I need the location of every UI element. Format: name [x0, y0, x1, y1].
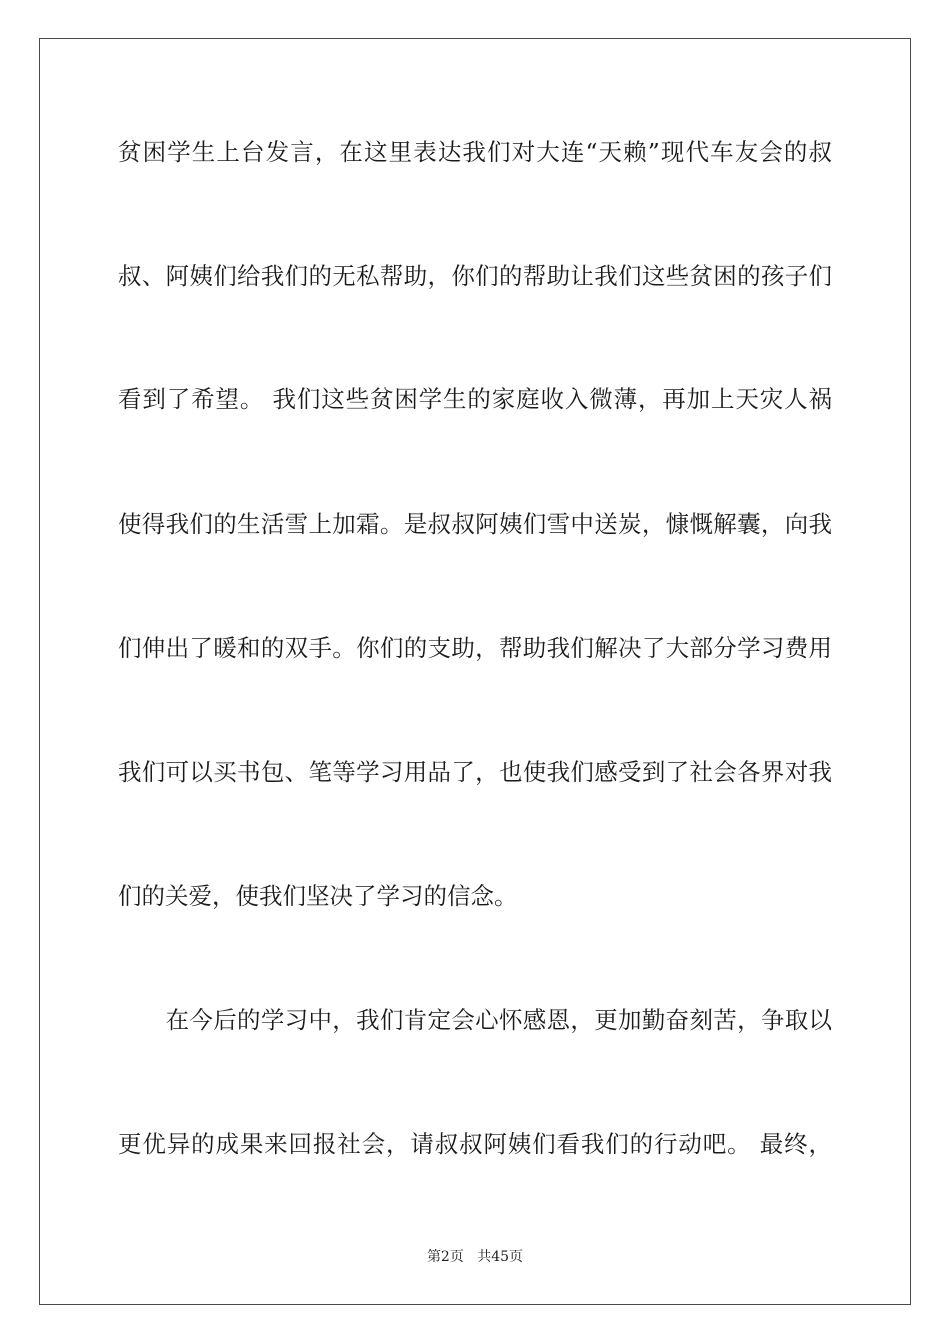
- total-pages: 共45页: [477, 1249, 524, 1265]
- text-line-8: 在今后的学习中，我们肯定会心怀感恩，更加勤奋刻苦，争取以: [118, 1006, 832, 1034]
- text-line-9: 更优异的成果来回报社会，请叔叔阿姨们看我们的行动吧。 最终，: [118, 1130, 832, 1158]
- text-line-3: 看到了希望。 我们这些贫困学生的家庭收入微薄，再加上天灾人祸: [118, 385, 832, 413]
- page-number: 第2页: [426, 1249, 464, 1265]
- text-line-2: 叔、阿姨们给我们的无私帮助，你们的帮助让我们这些贫困的孩子们: [118, 262, 832, 290]
- text-line-5: 们伸出了暖和的双手。你们的支助，帮助我们解决了大部分学习费用: [118, 634, 832, 662]
- text-line-4: 使得我们的生活雪上加霜。是叔叔阿姨们雪中送炭，慷慨解囊，向我: [118, 510, 832, 538]
- text-line-6: 我们可以买书包、笔等学习用品了，也使我们感受到了社会各界对我: [118, 758, 832, 786]
- text-line-1: 贫困学生上台发言，在这里表达我们对大连“天赖”现代车友会的叔: [118, 138, 832, 166]
- page-footer: [0, 1248, 950, 1266]
- page-border: [39, 38, 911, 1305]
- text-line-7: 们的关爱，使我们坚决了学习的信念。: [118, 882, 518, 910]
